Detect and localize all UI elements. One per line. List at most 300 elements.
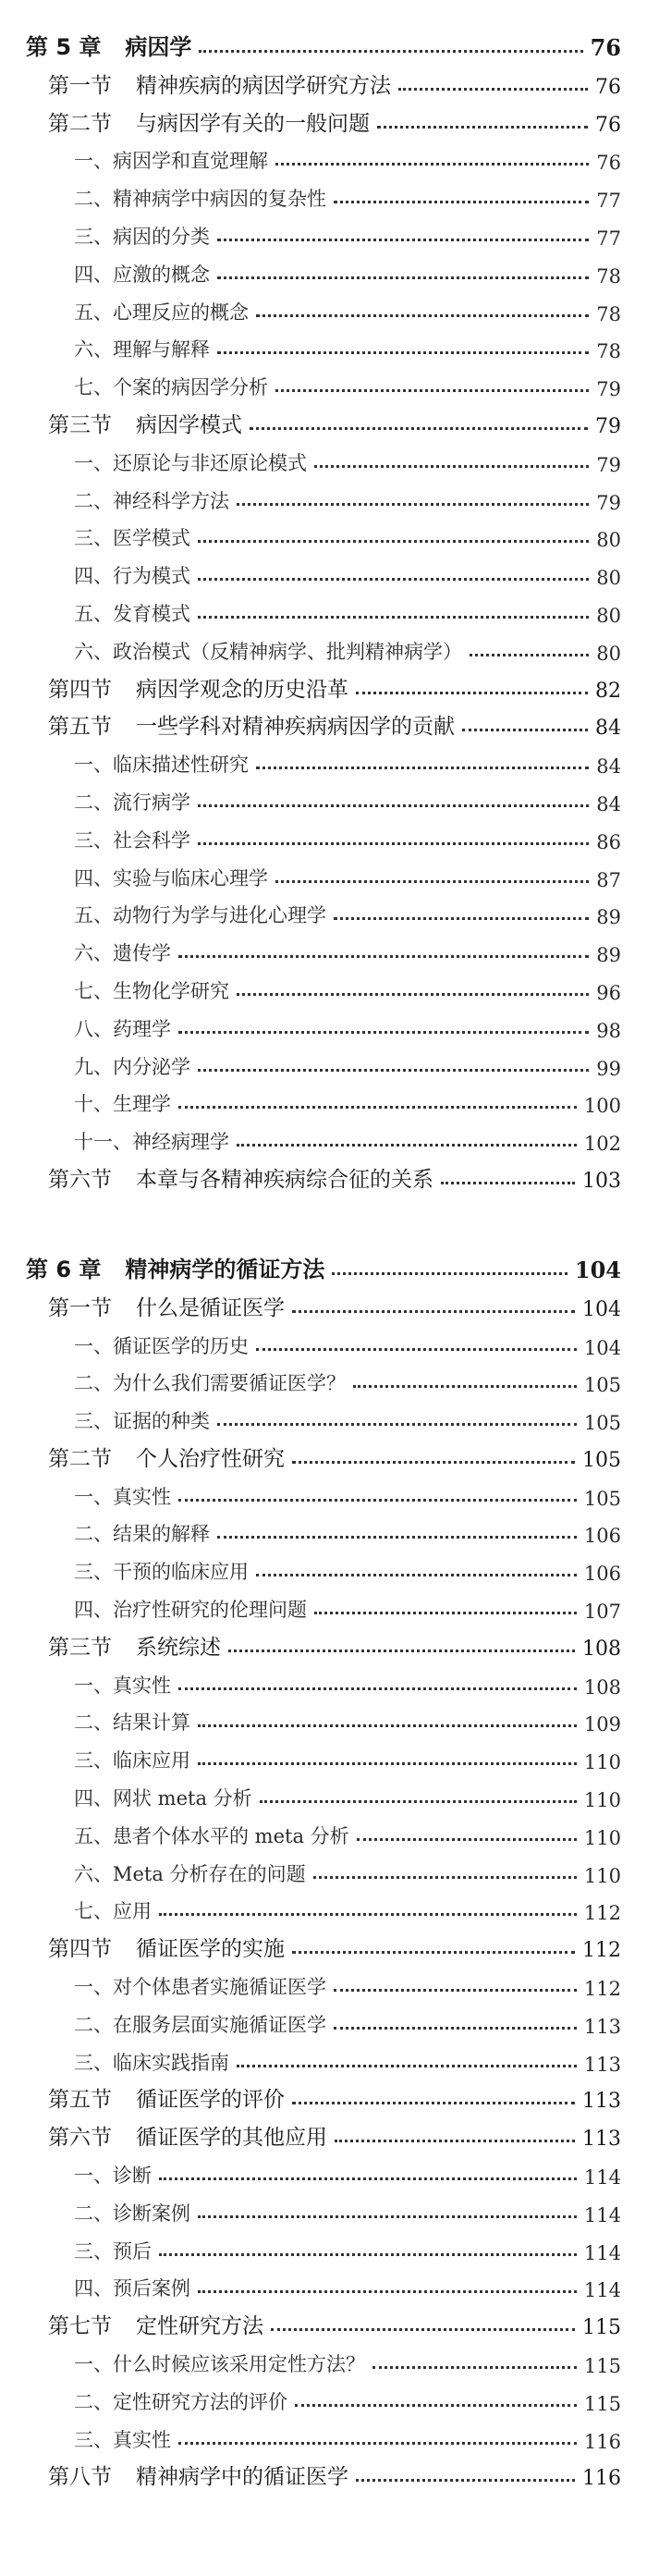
section-number: 第四节 — [48, 1937, 112, 1962]
subsection-entry[interactable] — [0, 250, 647, 288]
chapter-title: 精神病学的循证方法 — [125, 1256, 325, 1282]
section-label — [48, 1630, 221, 1661]
item-title: 四、应激的概念 — [74, 263, 210, 286]
section-number: 第二节 — [48, 111, 112, 136]
dot-leader — [178, 2442, 577, 2445]
page-number: 89 — [596, 906, 621, 929]
page-number: 114 — [583, 2279, 621, 2302]
item-title: 四、行为模式 — [74, 565, 190, 588]
page-number: 105 — [582, 1448, 621, 1472]
item-label — [74, 637, 462, 665]
item-title: 七、个案的病因学分析 — [74, 376, 268, 399]
dot-leader — [275, 163, 589, 166]
section-entry[interactable] — [0, 99, 647, 137]
dot-leader — [237, 993, 589, 996]
dot-leader — [335, 2140, 575, 2142]
dot-leader — [372, 2366, 577, 2369]
subsection-entry[interactable] — [0, 853, 647, 891]
page-number: 76 — [590, 34, 621, 61]
page-number: 84 — [596, 792, 621, 816]
item-label — [74, 976, 229, 1004]
item-title: 二、流行病学 — [74, 791, 190, 814]
item-label — [74, 1972, 326, 2000]
dot-leader — [217, 1536, 577, 1539]
subsection-entry[interactable] — [0, 1585, 647, 1623]
subsection-entry[interactable] — [0, 2000, 647, 2038]
dot-leader — [198, 804, 589, 807]
section-entry[interactable] — [0, 1924, 647, 1962]
dot-leader — [178, 1499, 577, 1502]
item-label — [74, 1595, 307, 1623]
item-label — [74, 2199, 190, 2226]
item-label — [74, 298, 249, 325]
item-title: 六、理解与解释 — [74, 338, 210, 362]
item-title: 七、应用 — [74, 1900, 152, 1923]
section-title: 循证医学的实施 — [136, 1937, 285, 1962]
dot-leader — [292, 2102, 575, 2104]
page-number: 110 — [583, 1826, 621, 1849]
section-entry[interactable] — [0, 665, 647, 703]
dot-leader — [256, 767, 589, 769]
item-title: 一、临床描述性研究 — [74, 754, 249, 777]
section-label — [48, 672, 348, 703]
item-title: 一、对个体患者实施循证医学 — [74, 1976, 326, 1999]
dot-leader — [159, 2177, 577, 2180]
item-label — [74, 1671, 171, 1699]
item-title: 六、政治模式（反精神病学、批判精神病学） — [74, 640, 462, 663]
section-number: 第二节 — [48, 1446, 112, 1471]
section-title: 病因学观念的历史沿革 — [136, 677, 348, 702]
subsection-entry[interactable] — [0, 1042, 647, 1080]
dot-leader — [398, 88, 588, 91]
section-title: 系统综述 — [136, 1635, 221, 1660]
subsection-entry[interactable] — [0, 1962, 647, 2000]
subsection-entry[interactable] — [0, 2151, 647, 2189]
item-title: 一、还原论与非还原论模式 — [74, 451, 307, 474]
page-number: 99 — [596, 1057, 621, 1080]
item-title: 三、医学模式 — [74, 527, 190, 550]
dot-leader — [292, 1310, 575, 1313]
page-number: 84 — [595, 717, 621, 741]
item-title: 十一、神经病理学 — [74, 1131, 229, 1154]
item-title: 二、在服务层面实施循证医学 — [74, 2013, 326, 2036]
section-title: 一些学科对精神疾病病因学的贡献 — [136, 715, 455, 740]
section-label — [48, 1932, 285, 1962]
item-label — [74, 486, 229, 514]
dot-leader — [332, 1272, 567, 1275]
dot-leader — [334, 2027, 577, 2030]
item-label — [74, 523, 190, 551]
page-number: 112 — [583, 1902, 621, 1925]
subsection-entry[interactable] — [0, 1849, 647, 1887]
item-label — [74, 2048, 229, 2076]
page-number: 103 — [582, 1169, 621, 1193]
page-number: 113 — [583, 2053, 621, 2076]
table-of-contents — [0, 22, 647, 2542]
item-label — [74, 561, 190, 589]
subsection-entry[interactable] — [0, 2264, 647, 2302]
item-title: 五、患者个体水平的 meta 分析 — [74, 1824, 349, 1847]
item-label — [74, 2387, 287, 2415]
subsection-entry[interactable] — [0, 137, 647, 175]
chapter-heading[interactable] — [0, 22, 647, 61]
subsection-entry[interactable] — [0, 514, 647, 552]
section-title: 本章与各精神疾病综合征的关系 — [136, 1167, 433, 1192]
page-number: 84 — [596, 755, 621, 779]
dot-leader — [159, 1913, 577, 1916]
page-number: 89 — [596, 944, 621, 967]
dot-leader — [292, 1951, 575, 1954]
dot-leader — [356, 692, 588, 694]
dot-leader — [334, 201, 589, 203]
section-number: 第六节 — [48, 1167, 112, 1192]
page-number: 113 — [583, 2015, 621, 2038]
subsection-entry[interactable] — [0, 1736, 647, 1773]
page-number: 110 — [583, 1864, 621, 1887]
item-label — [74, 1331, 249, 1359]
subsection-entry[interactable] — [0, 288, 647, 325]
item-label — [74, 1368, 346, 1396]
page-number: 98 — [596, 1019, 621, 1042]
page-number: 109 — [583, 1713, 621, 1736]
item-title: 三、预后 — [74, 2239, 152, 2263]
page-number: 114 — [583, 2166, 621, 2190]
section-number: 第八节 — [48, 2465, 112, 2490]
section-entry[interactable] — [0, 1155, 647, 1193]
item-title: 一、什么时候应该采用定性方法？ — [74, 2353, 365, 2376]
section-label — [48, 2120, 327, 2151]
section-label — [48, 1441, 285, 1472]
section-label — [48, 1162, 433, 1193]
item-label — [74, 1708, 190, 1736]
item-label — [74, 826, 190, 853]
page-number: 77 — [596, 227, 621, 250]
item-title: 八、药理学 — [74, 1017, 171, 1040]
page-number: 108 — [582, 1637, 621, 1661]
page-number: 87 — [596, 868, 621, 891]
section-label — [48, 68, 391, 99]
dot-leader — [313, 1876, 577, 1879]
dot-leader — [292, 1461, 575, 1464]
subsection-entry[interactable] — [0, 476, 647, 514]
page-number: 115 — [582, 2316, 621, 2340]
section-entry[interactable] — [0, 2113, 647, 2151]
dot-leader — [275, 880, 589, 883]
section-entry[interactable] — [0, 703, 647, 741]
page-number: 79 — [596, 491, 621, 514]
item-label — [74, 1127, 229, 1155]
subsection-entry[interactable] — [0, 778, 647, 816]
item-title: 三、临床应用 — [74, 1749, 190, 1773]
section-entry[interactable] — [0, 2301, 647, 2339]
item-title: 九、内分泌学 — [74, 1055, 190, 1078]
dot-leader — [256, 1574, 577, 1576]
chapter-number: 第 6 章 — [26, 1256, 102, 1282]
subsection-entry[interactable] — [0, 1887, 647, 1925]
item-label — [74, 2237, 152, 2264]
item-label — [74, 788, 190, 816]
dot-leader — [198, 616, 589, 619]
page-number: 78 — [596, 340, 621, 363]
section-entry[interactable] — [0, 2076, 647, 2114]
subsection-entry[interactable] — [0, 1080, 647, 1118]
page-number: 108 — [583, 1675, 621, 1699]
dot-leader — [314, 1612, 577, 1614]
item-label — [74, 1822, 349, 1849]
page-number: 115 — [583, 2392, 621, 2415]
subsection-entry[interactable] — [0, 1004, 647, 1042]
subsection-entry[interactable] — [0, 1396, 647, 1434]
dot-leader — [314, 465, 589, 468]
section-number: 第五节 — [48, 715, 112, 740]
item-title: 一、真实性 — [74, 1485, 171, 1508]
subsection-entry[interactable] — [0, 551, 647, 589]
section-entry[interactable] — [0, 400, 647, 438]
subsection-entry[interactable] — [0, 2339, 647, 2377]
dot-leader — [377, 126, 588, 129]
dot-leader — [159, 2253, 577, 2256]
subsection-entry[interactable] — [0, 1117, 647, 1155]
subsection-entry[interactable] — [0, 966, 647, 1004]
chapter-block — [0, 1245, 647, 2491]
item-label — [74, 864, 268, 891]
item-title: 五、动物行为学与进化心理学 — [74, 904, 326, 927]
item-label — [74, 938, 171, 966]
subsection-entry[interactable] — [0, 1359, 647, 1397]
subsection-entry[interactable] — [0, 2189, 647, 2226]
section-label — [48, 2082, 285, 2113]
item-label — [74, 1519, 210, 1547]
item-label — [74, 260, 210, 288]
section-number: 第三节 — [48, 412, 112, 437]
page-number: 96 — [596, 981, 621, 1004]
page-number: 110 — [583, 1751, 621, 1774]
page-number: 114 — [583, 2203, 621, 2226]
item-label — [74, 901, 326, 928]
section-entry[interactable] — [0, 1434, 647, 1472]
section-number: 第六节 — [48, 2126, 112, 2151]
subsection-entry[interactable] — [0, 1661, 647, 1699]
page-number: 76 — [595, 113, 621, 137]
item-label — [74, 2274, 190, 2301]
page-number: 79 — [596, 378, 621, 401]
page-number: 76 — [595, 75, 621, 99]
subsection-entry[interactable] — [0, 1472, 647, 1510]
dot-leader — [198, 1724, 577, 1727]
subsection-entry[interactable] — [0, 2415, 647, 2453]
dot-leader — [256, 1348, 577, 1351]
section-title: 个人治疗性研究 — [136, 1446, 285, 1471]
page-number: 110 — [583, 1789, 621, 1812]
page-number: 78 — [596, 302, 621, 325]
dot-leader — [250, 427, 588, 430]
dot-leader — [217, 239, 589, 241]
page-number: 100 — [583, 1095, 621, 1118]
item-title: 四、实验与临床心理学 — [74, 866, 268, 889]
item-label — [74, 373, 268, 400]
item-label — [74, 1406, 210, 1434]
item-label — [74, 1557, 249, 1585]
section-title: 精神疾病的病因学研究方法 — [136, 73, 391, 98]
section-title: 与病因学有关的一般问题 — [136, 111, 370, 136]
section-number: 第七节 — [48, 2314, 112, 2339]
item-label — [74, 1052, 190, 1080]
dot-leader — [198, 2290, 577, 2293]
dot-leader — [178, 1106, 577, 1109]
item-label — [74, 2425, 171, 2453]
item-label — [74, 146, 268, 174]
dot-leader — [217, 276, 589, 279]
item-title: 三、干预的临床应用 — [74, 1561, 249, 1584]
dot-leader — [260, 1800, 577, 1803]
subsection-entry[interactable] — [0, 891, 647, 929]
page-number: 78 — [596, 264, 621, 288]
item-title: 一、病因学和直觉理解 — [74, 150, 268, 173]
subsection-entry[interactable] — [0, 1321, 647, 1359]
page-number: 105 — [583, 1487, 621, 1510]
dot-leader — [295, 2404, 577, 2407]
item-title: 四、网状 meta 分析 — [74, 1787, 252, 1810]
dot-leader — [256, 314, 589, 317]
item-label — [74, 750, 249, 778]
dot-leader — [275, 389, 589, 392]
item-label — [74, 2349, 365, 2377]
item-title: 五、发育模式 — [74, 602, 190, 625]
item-title: 七、生物化学研究 — [74, 979, 229, 1002]
item-title: 三、社会科学 — [74, 828, 190, 852]
subsection-entry[interactable] — [0, 816, 647, 853]
item-label — [74, 184, 326, 212]
chapter-title: 病因学 — [125, 34, 192, 60]
page-number: 79 — [596, 453, 621, 476]
item-title: 四、预后案例 — [74, 2277, 190, 2300]
item-label — [74, 1014, 171, 1042]
section-number: 第四节 — [48, 677, 112, 702]
dot-leader — [237, 503, 589, 506]
page-number: 104 — [583, 1336, 621, 1359]
item-label — [74, 1746, 190, 1773]
dot-leader — [228, 1650, 575, 1652]
page-number: 106 — [583, 1525, 621, 1548]
item-title: 一、循证医学的历史 — [74, 1334, 249, 1357]
item-title: 十、生理学 — [74, 1093, 171, 1116]
section-title: 什么是循证医学 — [136, 1295, 285, 1320]
dot-leader — [356, 2479, 575, 2482]
item-title: 四、治疗性研究的伦理问题 — [74, 1599, 307, 1622]
dot-leader — [178, 1031, 589, 1034]
subsection-entry[interactable] — [0, 174, 647, 212]
dot-leader — [198, 842, 589, 845]
subsection-entry[interactable] — [0, 1547, 647, 1585]
chapter-number: 第 5 章 — [26, 34, 102, 60]
item-title: 二、结果计算 — [74, 1711, 190, 1735]
subsection-entry[interactable] — [0, 740, 647, 778]
item-title: 五、心理反应的概念 — [74, 301, 249, 324]
subsection-entry[interactable] — [0, 2226, 647, 2264]
page-number: 82 — [595, 679, 621, 703]
section-title: 定性研究方法 — [136, 2314, 263, 2339]
item-title: 六、遗传学 — [74, 942, 171, 965]
dot-leader — [237, 1144, 577, 1147]
dot-leader — [271, 2328, 575, 2331]
section-entry[interactable] — [0, 1283, 647, 1321]
subsection-entry[interactable] — [0, 2038, 647, 2076]
page-number: 106 — [583, 1563, 621, 1586]
item-title: 二、定性研究方法的评价 — [74, 2390, 287, 2413]
section-label — [48, 106, 370, 137]
subsection-entry[interactable] — [0, 627, 647, 665]
dot-leader — [198, 1069, 589, 1072]
section-title: 精神病学中的循证医学 — [136, 2465, 348, 2490]
page-number: 105 — [583, 1412, 621, 1435]
item-label — [74, 1896, 152, 1924]
item-label — [74, 1482, 171, 1510]
item-title: 三、临床实践指南 — [74, 2051, 229, 2074]
chapter-heading[interactable] — [0, 1245, 647, 1283]
chapter-block — [0, 22, 647, 1193]
page-number: 80 — [596, 529, 621, 552]
item-title: 六、Meta 分析存在的问题 — [74, 1862, 306, 1885]
page-number: 116 — [582, 2467, 621, 2491]
item-label — [74, 1089, 171, 1117]
item-title: 二、诊断案例 — [74, 2202, 190, 2225]
page-number: 115 — [583, 2355, 621, 2378]
page-number: 86 — [596, 830, 621, 853]
page-number: 105 — [583, 1374, 621, 1397]
item-label — [74, 1859, 306, 1887]
section-number: 第一节 — [48, 1295, 112, 1320]
section-label — [48, 709, 455, 740]
page-number: 116 — [583, 2430, 621, 2453]
page-number: 102 — [583, 1133, 621, 1156]
subsection-entry[interactable] — [0, 212, 647, 250]
section-title: 循证医学的其他应用 — [136, 2126, 327, 2151]
subsection-entry[interactable] — [0, 1811, 647, 1849]
section-number: 第一节 — [48, 73, 112, 98]
subsection-entry[interactable] — [0, 362, 647, 400]
dot-leader — [462, 729, 588, 731]
dot-leader — [353, 1385, 577, 1388]
section-title: 病因学模式 — [136, 412, 242, 437]
subsection-entry[interactable] — [0, 325, 647, 363]
section-label — [48, 1291, 285, 1321]
subsection-entry[interactable] — [0, 2377, 647, 2415]
page-number: 80 — [596, 604, 621, 627]
subsection-entry[interactable] — [0, 1510, 647, 1548]
subsection-entry[interactable] — [0, 1699, 647, 1736]
section-label — [48, 408, 242, 438]
item-title: 一、诊断 — [74, 2165, 152, 2188]
subsection-entry[interactable] — [0, 1773, 647, 1811]
dot-leader — [237, 2065, 577, 2067]
subsection-entry[interactable] — [0, 928, 647, 966]
item-label — [74, 448, 307, 476]
item-title: 二、为什么我们需要循证医学？ — [74, 1372, 346, 1395]
page-number: 107 — [583, 1601, 621, 1624]
subsection-entry[interactable] — [0, 438, 647, 476]
page-number: 113 — [582, 2090, 621, 2114]
section-entry[interactable] — [0, 61, 647, 99]
dot-leader — [357, 1838, 577, 1841]
section-entry[interactable] — [0, 1623, 647, 1661]
item-title: 三、病因的分类 — [74, 225, 210, 248]
item-label — [74, 2010, 326, 2038]
dot-leader — [178, 1687, 577, 1690]
chapter-label — [26, 29, 191, 61]
subsection-entry[interactable] — [0, 589, 647, 627]
section-entry[interactable] — [0, 2453, 647, 2491]
page-number: 80 — [596, 567, 621, 590]
